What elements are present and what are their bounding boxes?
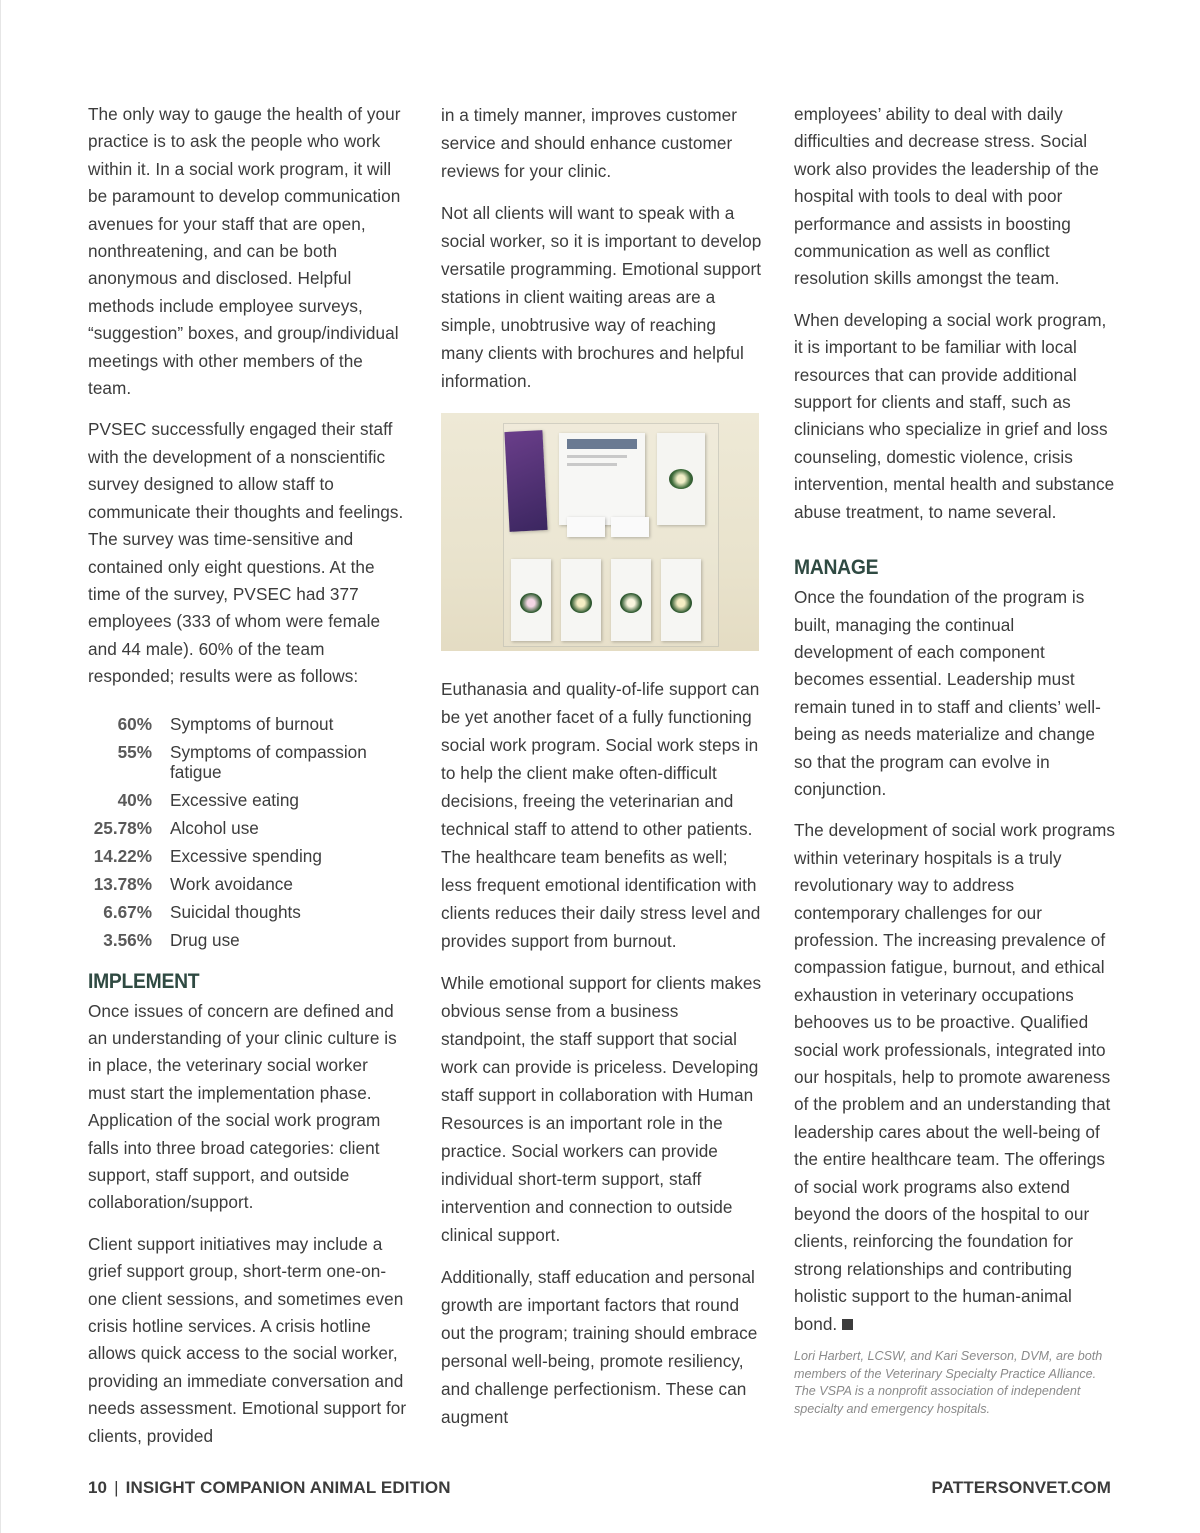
result-label: Excessive spending (170, 845, 322, 866)
result-percent: 55% (117, 741, 152, 762)
result-label: Symptoms of compassion fatigue (170, 741, 367, 782)
result-percent: 25.78% (93, 817, 152, 838)
publication-name: INSIGHT COMPANION ANIMAL EDITION (125, 1478, 451, 1497)
paragraph: employees’ ability to deal with daily difficulties and decrease stress. Social work also provides the leadership of the hospital with tools to deal with poor performance and assists in boosting communication as well as conflict resolution skills amongst the team. (794, 104, 1099, 289)
paragraph: PVSEC successfully engaged their staff with the development of a nonscientific survey designed to allow staff to communicate their thoughts and feelings. The survey was time-sensitive and contained only eight questions. At the time of the survey, PVSEC had 377 employees (333 of whom were female and 44 male). 60% of the team responded; results were as follows: (88, 419, 404, 687)
result-percent: 60% (117, 713, 152, 734)
brochure-lotus-2 (561, 559, 601, 641)
paragraph: Once issues of concern are defined and an understanding of your clinic culture is in place, the veterinary social worker must start the implementation phase. Application of the social work program falls into three broad categories: client support, staff support, and outside collaboration/support. (88, 1000, 397, 1213)
page-edge (0, 0, 1, 1533)
brochure-purple (504, 430, 547, 532)
section-heading-manage: MANAGE (794, 556, 879, 580)
final-paragraph-text: The development of social work programs within veterinary hospitals is a truly revolutionary way to address contemporary challenges for our profession. The increasing prevalence of compassion fatigue, burnout, and ethical exhaustion in veterinary occupations behooves us to be proactive. Qualified social work professionals, integrated into our hospitals, help to promote awareness of the problem and an understanding that leadership cares about the well-being of the entire healthcare team. The offerings of social work programs also extend beyond the doors of the hospital to our clients, reinforcing the foundation for strong relationships and contributing holistic support to the human-animal bond. (794, 820, 1116, 1334)
survey-result-row (88, 902, 410, 922)
paragraph: in a timely manner, improves customer service and should enhance customer reviews for your clinic. (441, 105, 738, 181)
result-percent: 6.67% (103, 901, 152, 922)
paragraph: The only way to gauge the health of your practice is to ask the people who work within it. In a social work program, it will be paramount to develop communication avenues for your staff that are open, nonthreatening, and can be both anonymous and disclosed. Helpful methods include employee surveys, “suggestion” boxes, and group/individual meetings with other members of the team. (88, 104, 401, 399)
paragraph: While emotional support for clients makes obvious sense from a business standpoint, the staff support that social work can provide is priceless. Developing staff support in collaboration with Human Resources is an important role in the practice. Social workers can provide individual short-term support, staff intervention and connection to outside clinical support. (441, 973, 762, 1245)
column-1 (88, 101, 410, 1464)
brochure-lotus-1 (511, 559, 551, 641)
survey-result-row (88, 874, 410, 894)
paragraph: Client support initiatives may include a grief support group, short-term one-on-one client sessions, and sometimes even crisis hotline services. A crisis hotline allows quick access to the social worker, providing an immediate conversation and needs assessment. Emotional support for clients, provided (88, 1233, 407, 1446)
result-label: Excessive eating (170, 789, 299, 810)
column-3 (794, 101, 1116, 1418)
survey-result-row (88, 714, 410, 734)
paragraph-final (794, 817, 1116, 1338)
result-label: Work avoidance (170, 873, 293, 894)
website-link[interactable]: PATTERSONVET.COM (931, 1478, 1111, 1497)
survey-result-row (88, 790, 410, 810)
survey-result-row (88, 818, 410, 838)
result-percent: 3.56% (103, 929, 152, 950)
paragraph: Additionally, staff education and personal growth are important factors that round out the program; training should embrace personal well-being, promote resiliency, and challenge perfectionism. These can augment (441, 1267, 758, 1427)
result-percent: 13.78% (93, 873, 152, 894)
brochure-white-top (559, 433, 645, 525)
end-mark-icon (842, 1319, 853, 1330)
paragraph: Not all clients will want to speak with a social worker, so it is important to develop versatile programming. Emotional support stations in client waiting areas are a simple, unobtrusive way of reaching many clients with brochures and helpful information. (441, 203, 762, 391)
column-2 (441, 101, 763, 1445)
footer-separator: | (114, 1478, 119, 1497)
footer-left (88, 1478, 451, 1498)
result-percent: 40% (117, 789, 152, 810)
result-label: Alcohol use (170, 817, 259, 838)
result-label: Suicidal thoughts (170, 901, 301, 922)
brochure-lotus-3 (611, 559, 651, 641)
result-label: Symptoms of burnout (170, 713, 334, 734)
survey-result-row (88, 742, 410, 782)
survey-results-list (88, 714, 410, 950)
survey-result-row (88, 846, 410, 866)
survey-result-row (88, 930, 410, 950)
section-heading-implement: IMPLEMENT (88, 969, 200, 993)
business-cards (567, 517, 605, 537)
paragraph: When developing a social work program, it is important to be familiar with local resources that can provide additional support for clients and staff, such as clinicians who specialize in grief and loss counseling, domestic violence, crisis intervention, mental health and substance abuse treatment, to name several. (794, 309, 1115, 522)
brochure-lotus-top (657, 433, 705, 525)
brochure-lotus-4 (661, 559, 701, 641)
page-number: 10 (88, 1478, 108, 1497)
paragraph: Euthanasia and quality-of-life support can be yet another facet of a fully functioning social work program. Social work steps in to help the client make often-difficult decisions, freeing the veterinarian and technical staff to attend to other patients. The healthcare team benefits as well; less frequent emotional identification with clients reduces their daily stress level and provides support from burnout. (441, 679, 761, 951)
author-bio: Lori Harbert, LCSW, and Kari Severson, DVM, are both members of the Veterinary Specialty Practice Alliance. The VSPA is a nonprofit association of independent specialty and emergency hospitals. (794, 1349, 1103, 1416)
paragraph: Once the foundation of the program is built, managing the continual development of each component becomes essential. Leadership must remain tuned in to staff and clients’ well-being as needs materialize and change so that the program can evolve in conjunction. (794, 587, 1101, 799)
business-cards (611, 517, 649, 537)
result-percent: 14.22% (93, 845, 152, 866)
result-label: Drug use (170, 929, 240, 950)
brochure-rack-photo (441, 413, 759, 651)
